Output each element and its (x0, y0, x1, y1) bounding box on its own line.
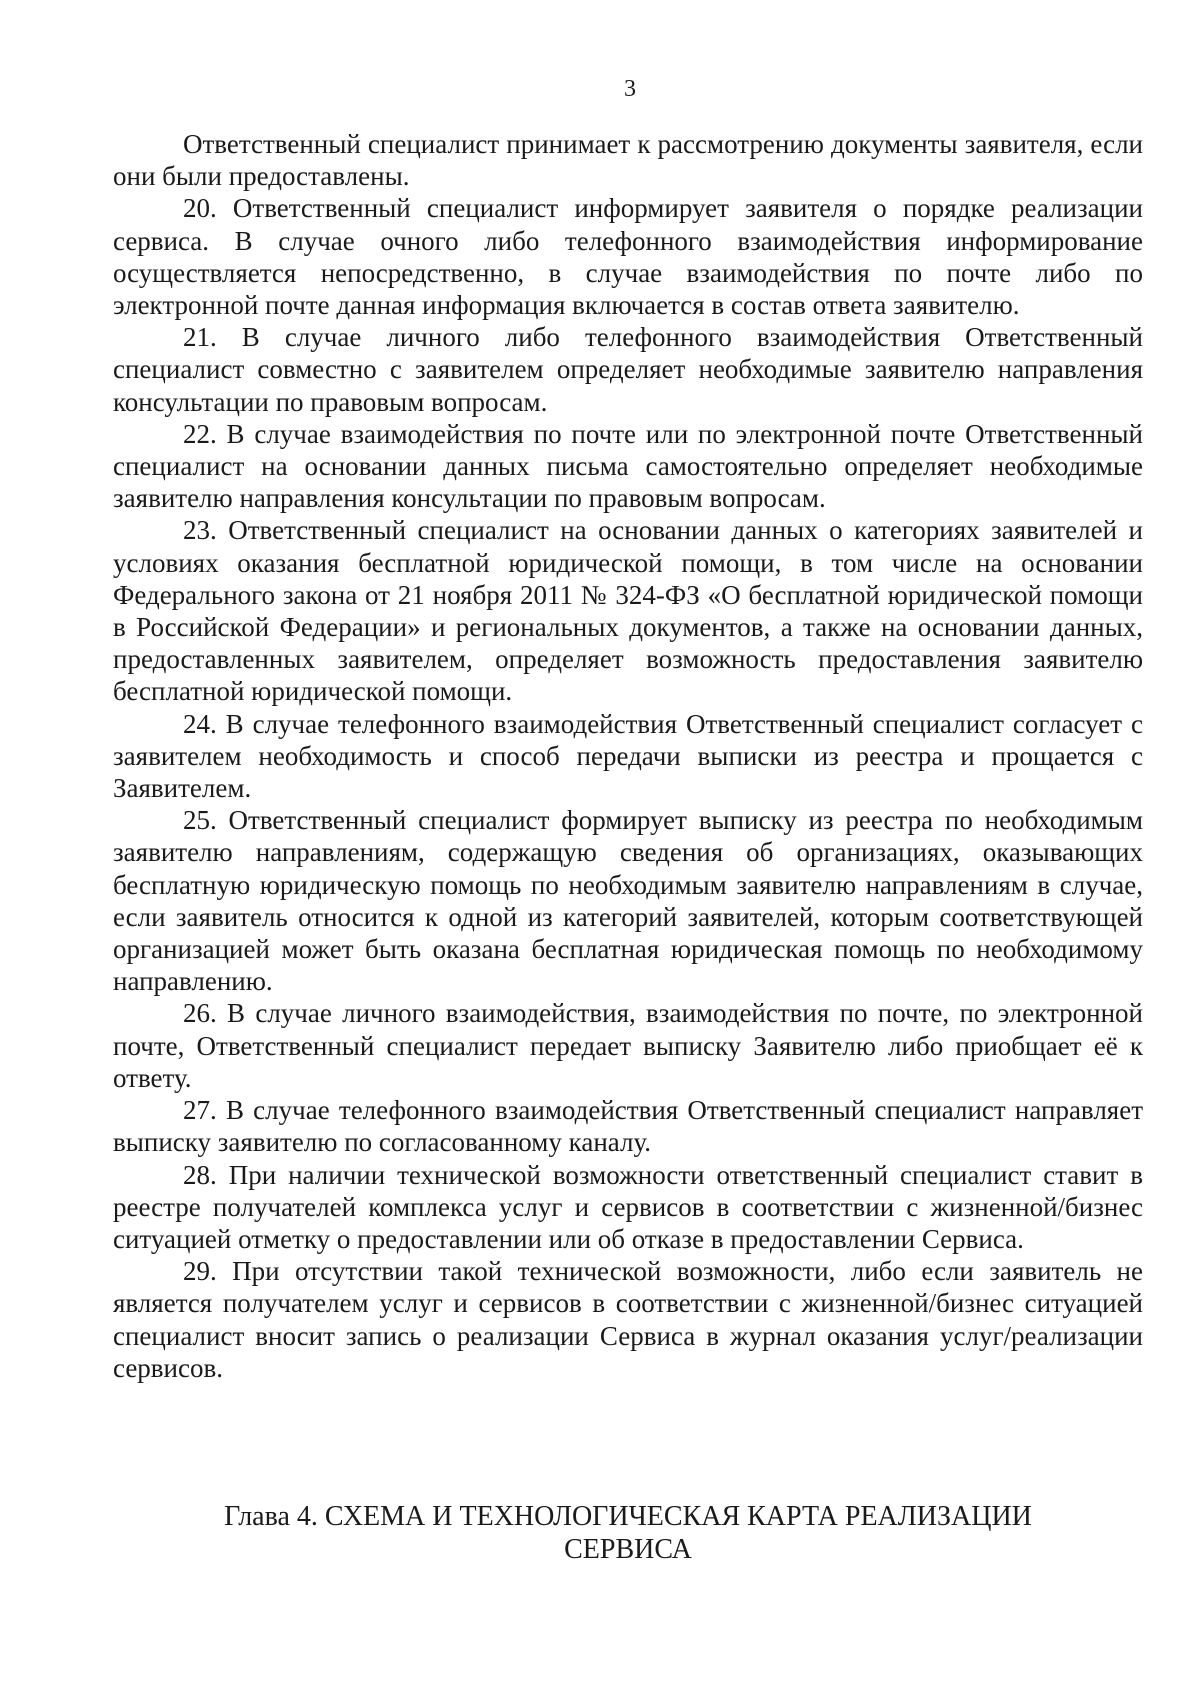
paragraph-25: 25. Ответственный специалист формирует выписку из реестра по необходимым заявителю направлениям, содержащую сведения об организациях, оказывающих бесплатную юридическую помощь по необходимым заявителю направлениям в случае, если заявитель относится к одной из категорий заявителей, которым соответствующей организацией может быть оказана бесплатная юридическая помощь по необходимому направлению. (113, 805, 1143, 997)
paragraph-28: 28. При наличии технической возможности ответственный специалист ставит в реестре получателей комплекса услуг и сервисов в соответствии с жизненной/бизнес ситуацией отметку о предоставлении или об отказе в предоставлении Сервиса. (113, 1159, 1143, 1254)
paragraph-22: 22. В случае взаимодействия по почте или по электронной почте Ответственный специалист на основании данных письма самостоятельно определяет необходимые заявителю направления консультации по правовым вопросам. (113, 418, 1143, 514)
chapter-heading (113, 1500, 1143, 1566)
paragraph-21: 21. В случае личного либо телефонного взаимодействия Ответственный специалист совместно с заявителем определяет необходимые заявителю направления консультации по правовым вопросам. (113, 322, 1143, 417)
paragraph-29: 29. При отсутствии такой технической возможности, либо если заявитель не является получателем услуг и сервисов в соответствии с жизненной/бизнес ситуацией специалист вносит запись о реализации Сервиса в журнал оказания услуг/реализации сервисов. (113, 1256, 1143, 1383)
paragraph-20: 20. Ответственный специалист информирует заявителя о порядке реализации сервиса. В случае очного либо телефонного взаимодействия информирование осуществляется непосредственно, в случае взаимодействия по почте либо по электронной почте данная информация включается в состав ответа заявителю. (113, 193, 1143, 321)
chapter-heading-line-2: СЕРВИСА (564, 1534, 692, 1565)
paragraph-27: 27. В случае телефонного взаимодействия Ответственный специалист направляет выписку заявителю по согласованному каналу. (113, 1095, 1143, 1158)
paragraph-26: 26. В случае личного взаимодействия, взаимодействия по почте, по электронной почте, Ответственный специалист передает выписку Заявителю либо приобщает её к ответу. (113, 998, 1143, 1093)
paragraph-intro: Ответственный специалист принимает к рассмотрению документы заявителя, если они были предоставлены. (113, 129, 1143, 192)
paragraph-23: 23. Ответственный специалист на основании данных о категориях заявителей и условиях оказания бесплатной юридической помощи, в том числе на основании Федерального закона от 21 ноября 2011 № 324-ФЗ «О бесплатной юридической помощи в Российской Федерации» и региональных документов, а также на основании данных, предоставленных заявителем, определяет возможность предоставления заявителю бесплатной юридической помощи. (113, 515, 1143, 707)
page-number: 3 (624, 76, 636, 102)
document-body (113, 128, 1143, 1384)
chapter-heading-line-1: Глава 4. СХЕМА И ТЕХНОЛОГИЧЕСКАЯ КАРТА РЕАЛИЗАЦИИ (224, 1501, 1032, 1532)
paragraph-24: 24. В случае телефонного взаимодействия Ответственный специалист согласует с заявителем необходимость и способ передачи выписки из реестра и прощается с Заявителем. (113, 708, 1143, 804)
